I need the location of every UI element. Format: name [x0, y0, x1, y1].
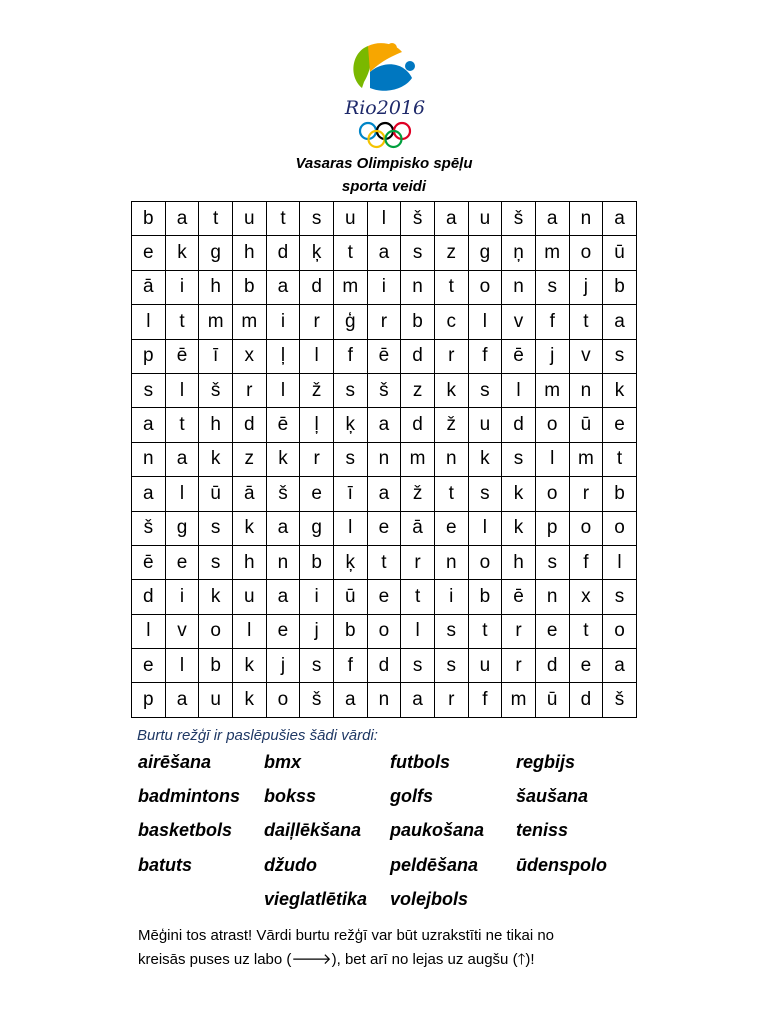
grid-cell[interactable]: s [603, 580, 637, 614]
grid-cell[interactable]: o [199, 615, 233, 649]
grid-cell[interactable]: r [502, 615, 536, 649]
grid-cell[interactable]: j [300, 615, 334, 649]
grid-cell[interactable]: f [469, 683, 503, 717]
grid-cell[interactable]: n [435, 443, 469, 477]
grid-cell[interactable]: l [166, 649, 200, 683]
grid-cell[interactable]: r [570, 477, 604, 511]
grid-cell[interactable]: f [570, 546, 604, 580]
grid-cell[interactable]: u [469, 649, 503, 683]
grid-cell[interactable]: s [132, 374, 166, 408]
grid-cell[interactable]: k [166, 236, 200, 270]
grid-cell[interactable]: ū [603, 236, 637, 270]
grid-cell[interactable]: j [267, 649, 301, 683]
word-item: teniss [516, 820, 569, 840]
grid-cell[interactable]: m [570, 443, 604, 477]
grid-cell[interactable]: i [166, 580, 200, 614]
grid-cell[interactable]: s [469, 477, 503, 511]
grid-cell[interactable]: ī [334, 477, 368, 511]
grid-cell[interactable]: ņ [502, 236, 536, 270]
grid-cell[interactable]: ļ [300, 408, 334, 442]
grid-cell[interactable]: l [132, 615, 166, 649]
grid-cell[interactable]: k [233, 649, 267, 683]
grid-cell[interactable]: ē [267, 408, 301, 442]
grid-cell[interactable]: s [469, 374, 503, 408]
grid-cell[interactable]: o [570, 236, 604, 270]
grid-cell[interactable]: k [199, 580, 233, 614]
grid-cell[interactable]: k [502, 512, 536, 546]
grid-cell[interactable]: o [603, 615, 637, 649]
grid-cell[interactable]: b [603, 271, 637, 305]
grid-cell[interactable]: l [401, 615, 435, 649]
grid-cell[interactable]: s [401, 649, 435, 683]
grid-cell[interactable]: a [368, 236, 402, 270]
grid-cell[interactable]: o [570, 512, 604, 546]
grid-cell[interactable]: l [132, 305, 166, 339]
grid-cell[interactable]: ī [199, 340, 233, 374]
grid-cell[interactable]: i [267, 305, 301, 339]
grid-cell[interactable]: s [401, 236, 435, 270]
word-item: bmx [264, 752, 302, 772]
grid-cell[interactable]: t [267, 202, 301, 236]
grid-cell[interactable]: ē [502, 340, 536, 374]
grid-cell[interactable]: l [469, 512, 503, 546]
grid-cell[interactable]: e [536, 615, 570, 649]
grid-cell[interactable]: š [502, 202, 536, 236]
grid-cell[interactable]: š [132, 512, 166, 546]
grid-cell[interactable]: j [570, 271, 604, 305]
grid-cell[interactable]: h [199, 271, 233, 305]
grid-cell[interactable]: n [570, 374, 604, 408]
grid-cell[interactable]: r [401, 546, 435, 580]
grid-cell[interactable]: k [435, 374, 469, 408]
word-item: regbijs [516, 752, 576, 772]
grid-cell[interactable]: ķ [334, 546, 368, 580]
word-item: vieglatlētika [264, 889, 368, 909]
grid-cell[interactable]: u [199, 683, 233, 717]
grid-cell[interactable]: n [368, 443, 402, 477]
grid-cell[interactable]: ū [570, 408, 604, 442]
grid-cell[interactable]: p [132, 340, 166, 374]
grid-cell[interactable]: e [267, 615, 301, 649]
word-item: džudo [264, 855, 317, 875]
grid-cell[interactable]: k [233, 683, 267, 717]
grid-cell[interactable]: s [334, 443, 368, 477]
instructions-line2: kreisās puses uz labo (🡒), bet arī no lejas uz augšu (🡑)! [138, 951, 535, 968]
grid-cell[interactable]: o [536, 477, 570, 511]
grid-cell[interactable]: s [536, 271, 570, 305]
grid-cell[interactable]: d [233, 408, 267, 442]
grid-cell[interactable]: ā [233, 477, 267, 511]
grid-cell[interactable]: l [166, 374, 200, 408]
word-item: bokss [264, 786, 317, 806]
grid-cell[interactable]: v [570, 340, 604, 374]
grid-cell[interactable]: e [570, 649, 604, 683]
grid-cell[interactable]: l [166, 477, 200, 511]
grid-cell[interactable]: a [166, 443, 200, 477]
grid-cell[interactable]: b [300, 546, 334, 580]
grid-cell[interactable]: x [233, 340, 267, 374]
grid-cell[interactable]: ē [368, 340, 402, 374]
grid-cell[interactable]: e [132, 236, 166, 270]
grid-cell[interactable]: l [233, 615, 267, 649]
grid-cell[interactable]: o [469, 271, 503, 305]
grid-cell[interactable]: a [267, 580, 301, 614]
grid-cell[interactable]: t [570, 615, 604, 649]
grid-cell[interactable]: g [469, 236, 503, 270]
grid-cell[interactable]: m [536, 374, 570, 408]
word-item: batuts [138, 855, 192, 875]
word-item: golfs [390, 786, 433, 806]
word-item: paukošana [390, 820, 485, 840]
grid-cell[interactable]: a [603, 305, 637, 339]
grid-cell[interactable]: t [435, 271, 469, 305]
grid-cell[interactable]: ā [401, 512, 435, 546]
grid-cell[interactable]: d [300, 271, 334, 305]
grid-cell[interactable]: š [368, 374, 402, 408]
grid-cell[interactable]: b [603, 477, 637, 511]
grid-cell[interactable]: r [233, 374, 267, 408]
grid-cell[interactable]: f [469, 340, 503, 374]
word-item: daiļlēkšana [264, 820, 362, 840]
grid-cell[interactable]: ž [435, 408, 469, 442]
grid-cell[interactable]: e [166, 546, 200, 580]
grid-cell[interactable]: d [536, 649, 570, 683]
grid-cell[interactable]: l [469, 305, 503, 339]
grid-cell[interactable]: a [368, 477, 402, 511]
grid-cell[interactable]: t [166, 408, 200, 442]
grid-cell[interactable]: b [334, 615, 368, 649]
grid-cell[interactable]: t [435, 477, 469, 511]
grid-cell[interactable]: m [334, 271, 368, 305]
grid-cell[interactable]: m [502, 683, 536, 717]
word-item: basketbols [138, 820, 233, 840]
grid-cell[interactable]: ū [536, 683, 570, 717]
grid-cell[interactable]: r [300, 443, 334, 477]
grid-cell[interactable]: b [469, 580, 503, 614]
grid-cell[interactable]: a [334, 683, 368, 717]
grid-cell[interactable]: n [435, 546, 469, 580]
grid-cell[interactable]: k [502, 477, 536, 511]
grid-cell[interactable]: u [233, 580, 267, 614]
word-item: volejbols [390, 889, 469, 909]
grid-cell[interactable]: n [132, 443, 166, 477]
grid-cell[interactable]: k [233, 512, 267, 546]
grid-cell[interactable]: e [368, 512, 402, 546]
grid-cell[interactable]: m [536, 236, 570, 270]
grid-cell[interactable]: p [132, 683, 166, 717]
grid-cell[interactable]: o [603, 512, 637, 546]
grid-cell[interactable]: a [368, 408, 402, 442]
grid-cell[interactable]: x [570, 580, 604, 614]
grid-cell[interactable]: r [300, 305, 334, 339]
grid-cell[interactable]: a [536, 202, 570, 236]
grid-cell[interactable]: t [401, 580, 435, 614]
grid-cell[interactable]: e [368, 580, 402, 614]
grid-cell[interactable]: b [199, 649, 233, 683]
grid-cell[interactable]: z [401, 374, 435, 408]
grid-cell[interactable]: ķ [334, 408, 368, 442]
grid-cell[interactable]: c [435, 305, 469, 339]
grid-cell[interactable]: d [401, 408, 435, 442]
grid-cell[interactable]: d [132, 580, 166, 614]
grid-cell[interactable]: p [536, 512, 570, 546]
grid-cell[interactable]: t [334, 236, 368, 270]
grid-cell[interactable]: d [368, 649, 402, 683]
grid-cell[interactable]: n [570, 202, 604, 236]
grid-cell[interactable]: d [570, 683, 604, 717]
grid-cell[interactable]: r [435, 683, 469, 717]
grid-cell[interactable]: l [502, 374, 536, 408]
word-list [138, 752, 658, 922]
word-item: badmintons [138, 786, 240, 806]
grid-cell[interactable]: t [603, 443, 637, 477]
grid-cell[interactable]: l [334, 512, 368, 546]
grid-cell[interactable]: m [401, 443, 435, 477]
grid-cell[interactable]: ģ [334, 305, 368, 339]
grid-cell[interactable]: ū [334, 580, 368, 614]
grid-cell[interactable]: v [166, 615, 200, 649]
grid-cell[interactable]: h [502, 546, 536, 580]
grid-cell[interactable]: a [132, 477, 166, 511]
hint-text: Burtu režģī ir paslēpušies šādi vārdi: [137, 727, 378, 744]
page-title-line1: Vasaras Olimpisko spēļu [295, 155, 473, 172]
grid-cell[interactable]: s [502, 443, 536, 477]
grid-cell[interactable]: ē [166, 340, 200, 374]
grid-cell[interactable]: l [267, 374, 301, 408]
instructions [138, 924, 638, 972]
grid-cell[interactable]: u [469, 202, 503, 236]
grid-cell[interactable]: l [300, 340, 334, 374]
grid-cell[interactable]: n [267, 546, 301, 580]
grid-cell[interactable]: e [300, 477, 334, 511]
grid-cell[interactable]: o [267, 683, 301, 717]
grid-cell[interactable]: s [603, 340, 637, 374]
grid-cell[interactable]: a [267, 271, 301, 305]
grid-cell[interactable]: š [199, 374, 233, 408]
grid-cell[interactable]: z [435, 236, 469, 270]
grid-cell[interactable]: a [132, 408, 166, 442]
grid-cell[interactable]: s [300, 202, 334, 236]
grid-cell[interactable]: a [166, 683, 200, 717]
grid-cell[interactable]: t [166, 305, 200, 339]
rio2016-olympic-logo [340, 38, 430, 150]
grid-cell[interactable]: t [570, 305, 604, 339]
grid-cell[interactable]: e [603, 408, 637, 442]
grid-cell[interactable]: ā [132, 271, 166, 305]
grid-cell[interactable]: o [536, 408, 570, 442]
grid-cell[interactable]: s [300, 649, 334, 683]
grid-cell[interactable]: m [199, 305, 233, 339]
grid-cell[interactable]: a [603, 202, 637, 236]
grid-cell[interactable]: s [435, 615, 469, 649]
grid-cell[interactable]: t [469, 615, 503, 649]
grid-cell[interactable]: s [334, 374, 368, 408]
grid-cell[interactable]: l [368, 202, 402, 236]
grid-cell[interactable]: h [233, 546, 267, 580]
grid-cell[interactable]: z [233, 443, 267, 477]
instructions-line1: Mēģini tos atrast! Vārdi burtu režģī var būt uzrakstīti ne tikai no [138, 927, 555, 944]
grid-cell[interactable]: n [502, 271, 536, 305]
grid-cell[interactable]: n [368, 683, 402, 717]
logo-text: Rio2016 [344, 97, 426, 119]
word-search-grid [131, 201, 637, 718]
grid-cell[interactable]: i [435, 580, 469, 614]
grid-cell[interactable]: h [199, 408, 233, 442]
word-item: futbols [390, 752, 450, 772]
grid-cell[interactable]: e [435, 512, 469, 546]
grid-cell[interactable]: k [469, 443, 503, 477]
grid-cell[interactable]: ž [401, 477, 435, 511]
grid-cell[interactable]: u [334, 202, 368, 236]
grid-cell[interactable]: v [502, 305, 536, 339]
page-title-line2: sporta veidi [341, 178, 427, 195]
grid-cell[interactable]: b [132, 202, 166, 236]
grid-cell[interactable]: i [166, 271, 200, 305]
grid-cell[interactable]: o [469, 546, 503, 580]
grid-cell[interactable]: g [166, 512, 200, 546]
grid-cell[interactable]: f [536, 305, 570, 339]
grid-cell[interactable]: k [199, 443, 233, 477]
grid-cell[interactable]: i [368, 271, 402, 305]
grid-cell[interactable]: n [401, 271, 435, 305]
grid-cell[interactable]: f [334, 649, 368, 683]
grid-cell[interactable]: e [132, 649, 166, 683]
grid-cell[interactable]: k [267, 443, 301, 477]
grid-cell[interactable]: u [233, 202, 267, 236]
word-item: peldēšana [390, 855, 479, 875]
grid-cell[interactable]: š [300, 683, 334, 717]
grid-cell[interactable]: ē [502, 580, 536, 614]
grid-cell[interactable]: a [435, 202, 469, 236]
grid-cell[interactable]: k [603, 374, 637, 408]
grid-cell[interactable]: t [199, 202, 233, 236]
grid-cell[interactable]: r [502, 649, 536, 683]
grid-cell[interactable]: š [267, 477, 301, 511]
grid-cell[interactable]: ž [300, 374, 334, 408]
grid-cell[interactable]: ļ [267, 340, 301, 374]
grid-cell[interactable]: b [233, 271, 267, 305]
grid-cell[interactable]: ķ [300, 236, 334, 270]
grid-cell[interactable]: u [469, 408, 503, 442]
grid-cell[interactable]: g [300, 512, 334, 546]
grid-cell[interactable]: b [401, 305, 435, 339]
grid-cell[interactable]: d [502, 408, 536, 442]
grid-cell[interactable]: s [199, 512, 233, 546]
grid-cell[interactable]: š [603, 683, 637, 717]
word-item: airēšana [138, 752, 212, 772]
grid-cell[interactable]: a [401, 683, 435, 717]
grid-cell[interactable]: m [233, 305, 267, 339]
grid-cell[interactable]: g [199, 236, 233, 270]
grid-cell[interactable]: d [267, 236, 301, 270]
grid-cell[interactable]: š [401, 202, 435, 236]
grid-cell[interactable]: r [368, 305, 402, 339]
grid-cell[interactable]: n [536, 580, 570, 614]
grid-cell[interactable]: s [435, 649, 469, 683]
grid-cell[interactable]: i [300, 580, 334, 614]
grid-cell[interactable]: j [536, 340, 570, 374]
grid-cell[interactable]: r [435, 340, 469, 374]
grid-cell[interactable]: ē [132, 546, 166, 580]
grid-cell[interactable]: o [368, 615, 402, 649]
grid-cell[interactable]: a [166, 202, 200, 236]
grid-cell[interactable]: h [233, 236, 267, 270]
grid-cell[interactable]: l [536, 443, 570, 477]
grid-cell[interactable]: ū [199, 477, 233, 511]
word-item: šaušana [516, 786, 589, 806]
grid-cell[interactable]: s [199, 546, 233, 580]
grid-cell[interactable]: l [603, 546, 637, 580]
grid-cell[interactable]: s [536, 546, 570, 580]
grid-cell[interactable]: d [401, 340, 435, 374]
grid-cell[interactable]: a [267, 512, 301, 546]
grid-cell[interactable]: t [368, 546, 402, 580]
grid-cell[interactable]: a [603, 649, 637, 683]
word-item: ūdenspolo [516, 855, 607, 875]
grid-cell[interactable]: f [334, 340, 368, 374]
